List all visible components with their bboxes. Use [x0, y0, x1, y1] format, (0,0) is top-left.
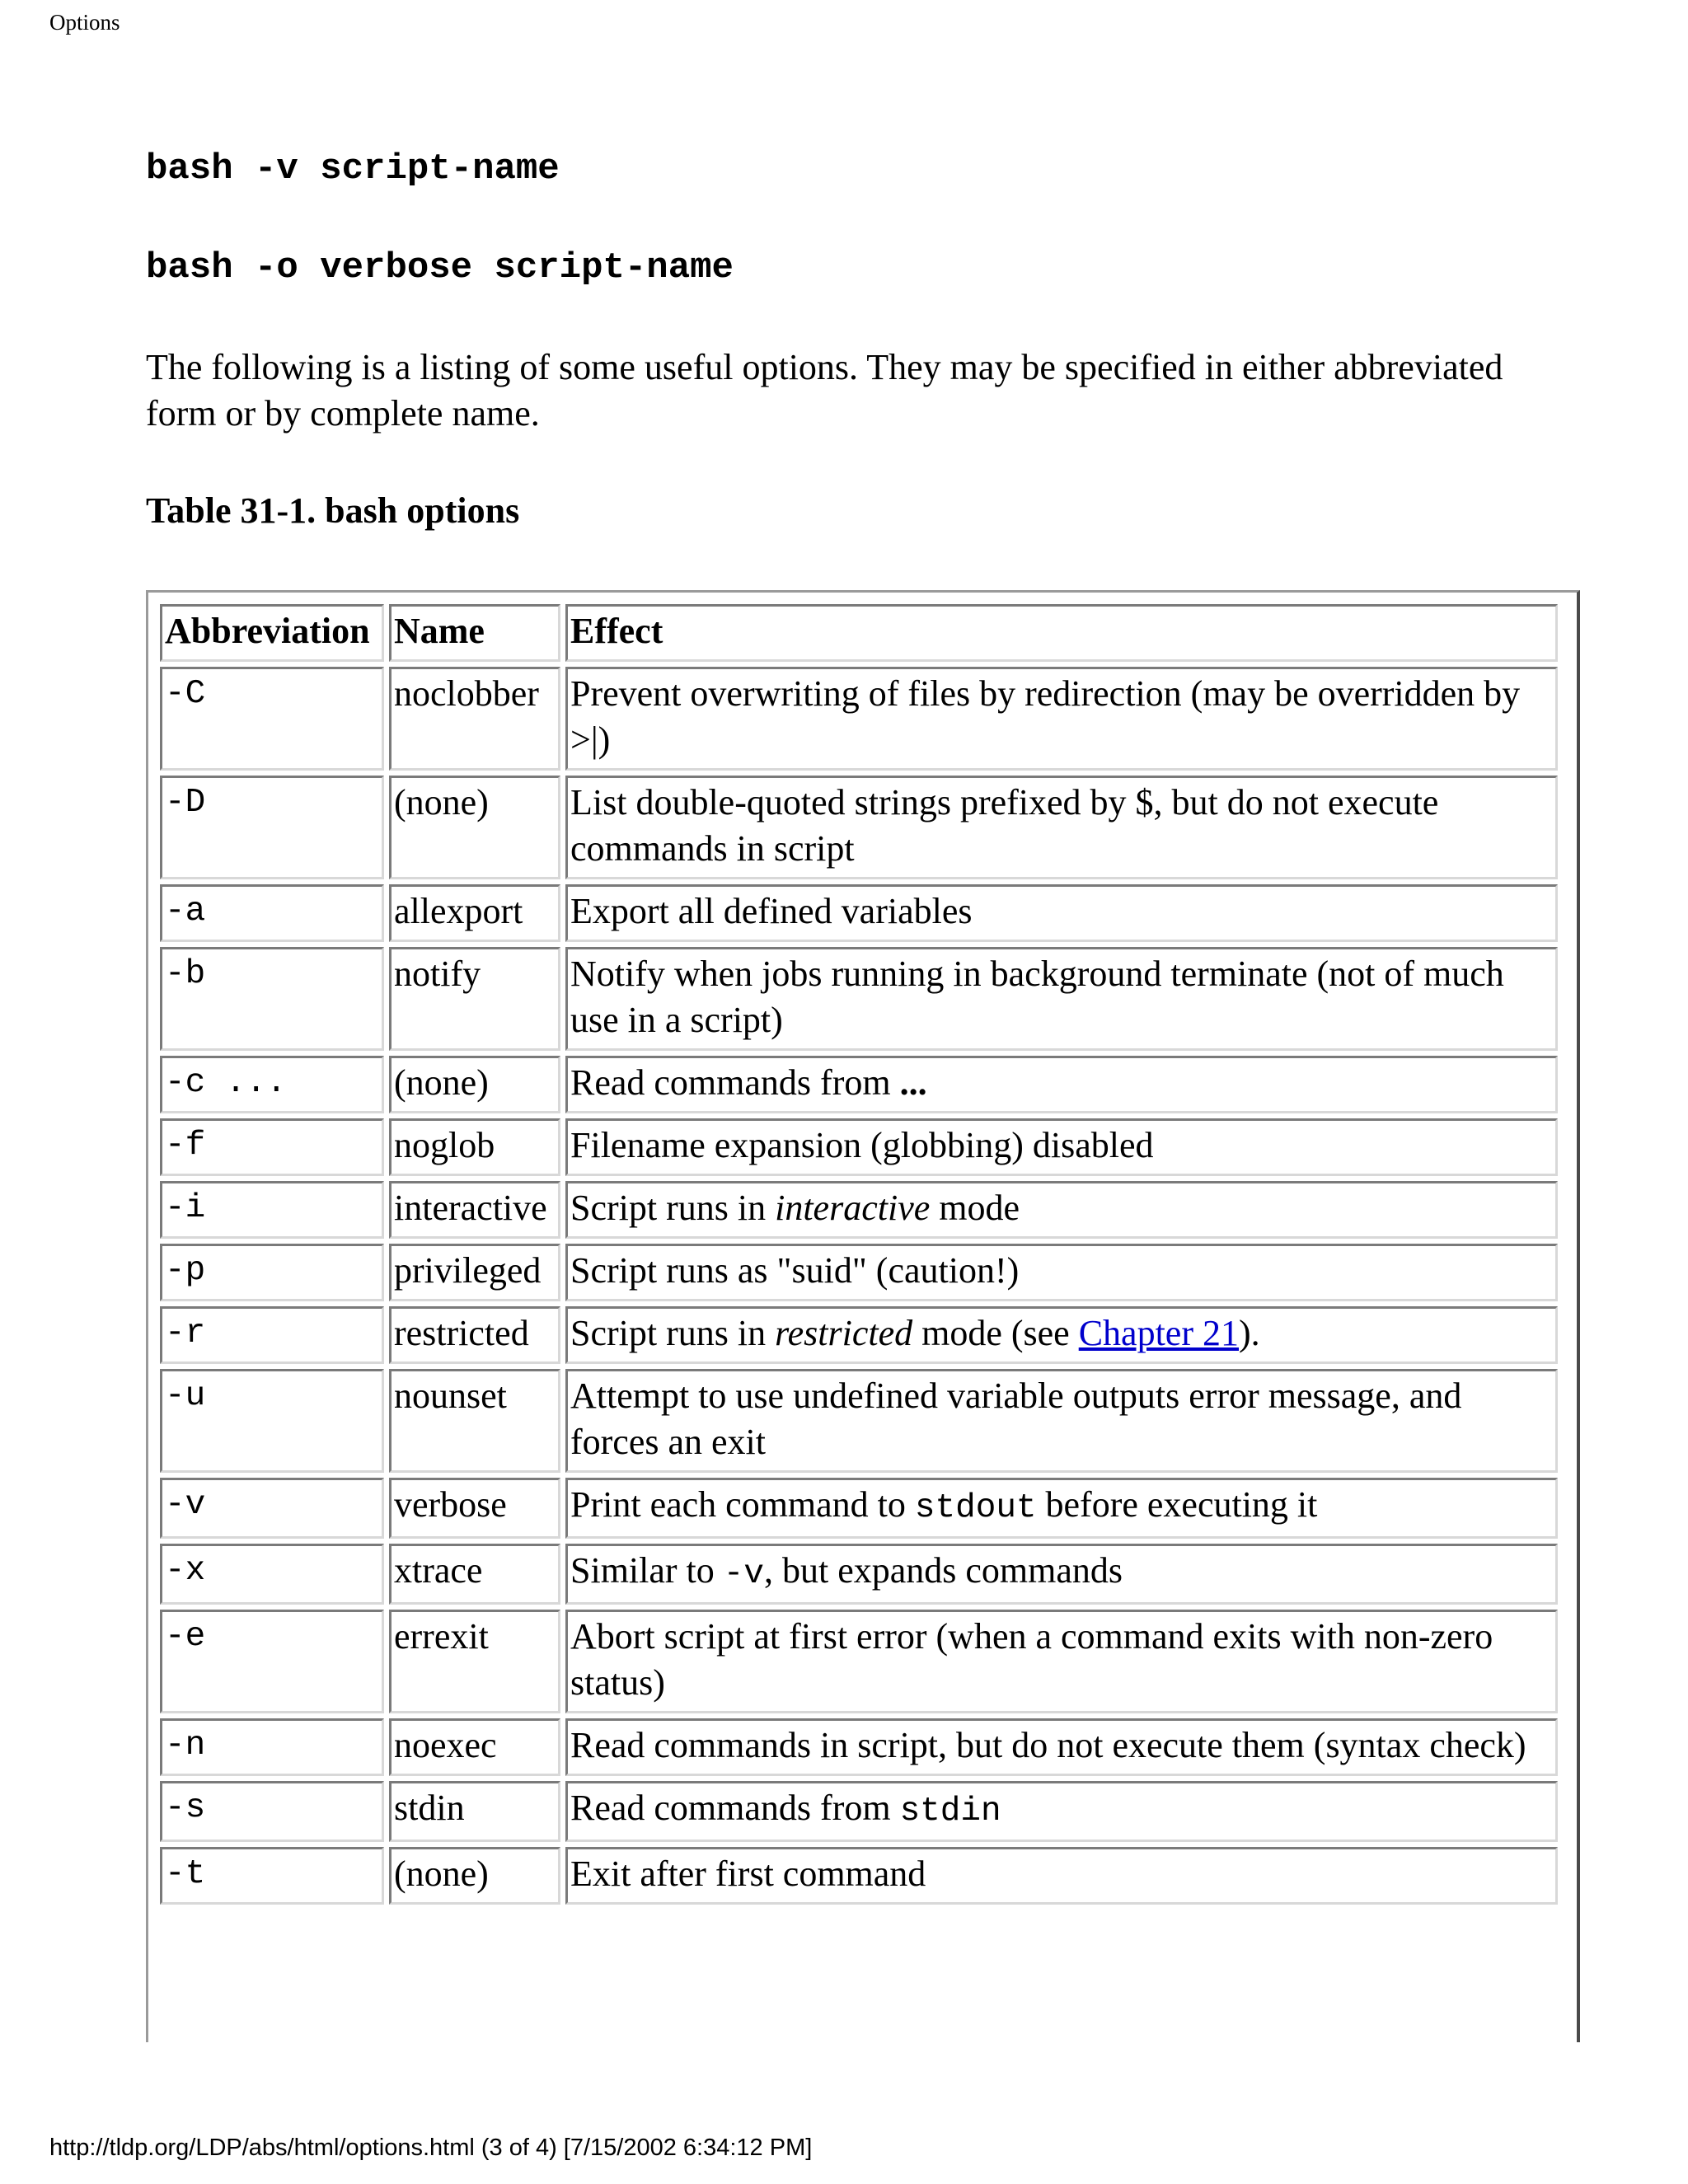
option-abbreviation: -u	[160, 1369, 384, 1473]
option-name: noglob	[389, 1118, 560, 1176]
table-header-row	[160, 604, 1558, 662]
option-abbreviation: -f	[160, 1118, 384, 1176]
option-effect: Abort script at first error (when a command exits with non-zero status)	[565, 1610, 1558, 1713]
column-header-abbreviation: Abbreviation	[160, 604, 384, 662]
option-effect	[565, 1056, 1558, 1113]
table-row	[160, 667, 1558, 771]
option-name: nounset	[389, 1369, 560, 1473]
effect-text: mode (see	[912, 1313, 1079, 1353]
option-abbreviation: -v	[160, 1478, 384, 1539]
option-effect: Attempt to use undefined variable outputs error message, and forces an exit	[565, 1369, 1558, 1473]
effect-ellipsis: ...	[899, 1062, 927, 1103]
option-abbreviation: -n	[160, 1718, 384, 1776]
option-name: xtrace	[389, 1544, 560, 1605]
table-row	[160, 776, 1558, 879]
column-header-name: Name	[389, 604, 560, 662]
option-abbreviation: -C	[160, 667, 384, 771]
effect-text: Script runs in	[570, 1188, 776, 1228]
option-name: privileged	[389, 1244, 560, 1301]
effect-emphasis: interactive	[775, 1188, 931, 1228]
option-abbreviation: -x	[160, 1544, 384, 1605]
effect-emphasis: restricted	[775, 1313, 913, 1353]
table-row	[160, 1781, 1558, 1842]
table-title: Table 31-1. bash options	[146, 490, 520, 531]
table-row	[160, 1118, 1558, 1176]
option-name: stdin	[389, 1781, 560, 1842]
command-verbose-long: bash -o verbose script-name	[146, 247, 734, 288]
option-name: restricted	[389, 1306, 560, 1364]
table-row	[160, 1847, 1558, 1905]
option-name: interactive	[389, 1181, 560, 1239]
column-header-effect: Effect	[565, 604, 1558, 662]
page-footer-url: http://tldp.org/LDP/abs/html/options.html (3 of 4) [7/15/2002 6:34:12 PM]	[49, 2135, 813, 2161]
effect-text: Read commands from	[570, 1788, 900, 1828]
effect-text: mode	[930, 1188, 1020, 1228]
table-row	[160, 1718, 1558, 1776]
chapter-21-link[interactable]: Chapter 21	[1078, 1313, 1239, 1353]
option-name: (none)	[389, 776, 560, 879]
effect-code: stdin	[899, 1793, 1001, 1830]
intro-paragraph: The following is a listing of some useful options. They may be specified in either abbreviated form or by complete name.	[146, 347, 1503, 434]
option-abbreviation: -r	[160, 1306, 384, 1364]
option-abbreviation: -p	[160, 1244, 384, 1301]
table-row	[160, 1369, 1558, 1473]
option-effect: Exit after first command	[565, 1847, 1558, 1905]
option-abbreviation: -c ...	[160, 1056, 384, 1113]
option-name: noclobber	[389, 667, 560, 771]
option-effect: Read commands in script, but do not execute them (syntax check)	[565, 1718, 1558, 1776]
effect-text: Print each command to	[570, 1484, 915, 1525]
option-abbreviation: -a	[160, 884, 384, 942]
option-name: allexport	[389, 884, 560, 942]
table-row	[160, 1610, 1558, 1713]
effect-text: Read commands from	[570, 1062, 900, 1103]
option-abbreviation: -i	[160, 1181, 384, 1239]
option-effect	[565, 1181, 1558, 1239]
option-name: noexec	[389, 1718, 560, 1776]
options-table	[155, 599, 1563, 1910]
table-row	[160, 947, 1558, 1051]
option-effect: Notify when jobs running in background terminate (not of much use in a script)	[565, 947, 1558, 1051]
options-table-frame	[146, 590, 1580, 2042]
table-row	[160, 1056, 1558, 1113]
effect-text: ).	[1239, 1313, 1260, 1353]
option-effect	[565, 1306, 1558, 1364]
table-row	[160, 1244, 1558, 1301]
table-row	[160, 1181, 1558, 1239]
option-effect: Prevent overwriting of files by redirection (may be overridden by >|)	[565, 667, 1558, 771]
option-effect	[565, 1478, 1558, 1539]
table-row	[160, 884, 1558, 942]
command-verbose-short: bash -v script-name	[146, 148, 560, 190]
table-row	[160, 1478, 1558, 1539]
option-effect	[565, 1781, 1558, 1842]
effect-text: , but expands commands	[764, 1550, 1123, 1591]
page-header: Options	[49, 10, 120, 35]
option-name: notify	[389, 947, 560, 1051]
option-name: verbose	[389, 1478, 560, 1539]
effect-code: stdout	[914, 1489, 1037, 1527]
effect-code: -v	[723, 1555, 764, 1593]
table-row	[160, 1544, 1558, 1605]
option-name: (none)	[389, 1847, 560, 1905]
option-abbreviation: -s	[160, 1781, 384, 1842]
option-abbreviation: -e	[160, 1610, 384, 1713]
effect-text: before executing it	[1036, 1484, 1318, 1525]
option-name: (none)	[389, 1056, 560, 1113]
effect-text: Script runs in	[570, 1313, 776, 1353]
option-abbreviation: -b	[160, 947, 384, 1051]
option-effect: Script runs as "suid" (caution!)	[565, 1244, 1558, 1301]
table-row	[160, 1306, 1558, 1364]
option-abbreviation: -t	[160, 1847, 384, 1905]
option-effect: Export all defined variables	[565, 884, 1558, 942]
effect-text: Similar to	[570, 1550, 724, 1591]
option-effect: List double-quoted strings prefixed by $, but do not execute commands in script	[565, 776, 1558, 879]
option-abbreviation: -D	[160, 776, 384, 879]
option-name: errexit	[389, 1610, 560, 1713]
option-effect	[565, 1544, 1558, 1605]
option-effect: Filename expansion (globbing) disabled	[565, 1118, 1558, 1176]
